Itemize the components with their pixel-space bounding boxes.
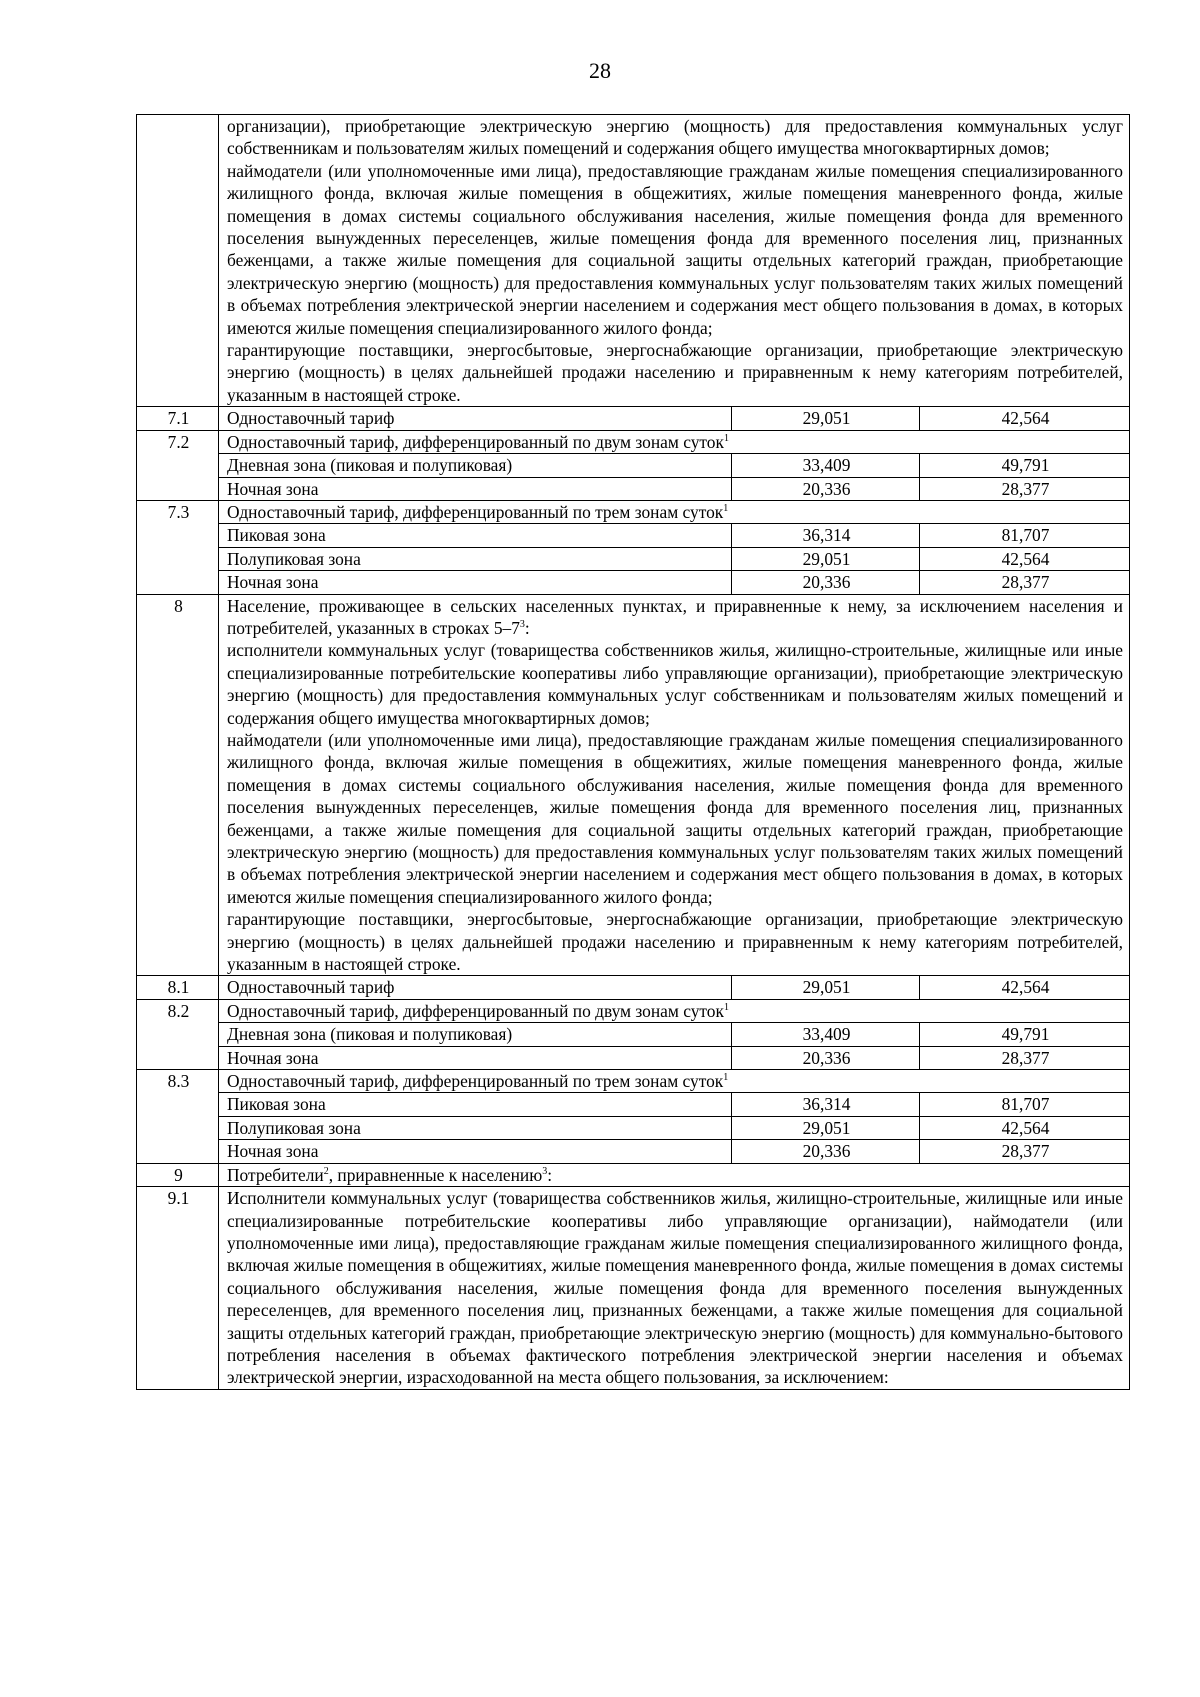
value-second-half: 81,707 [920,1093,1130,1116]
row-label-text: Одноставочный тариф, дифференцированный по трем зонам суток [227,1071,724,1092]
value-first-half: 29,051 [732,1116,920,1139]
table-row [137,976,1130,999]
paragraph: наймодатели (или уполномоченные ими лица), предоставляющие гражданам жилые помещения специализированного жилищного фонда, включая жилые помещения в общежитиях, жилые помещения маневренного фонда, жилые помещения в домах системы социального обслуживания населения, жилые помещения фонда для временного поселения вынужденных переселенцев, жилые помещения фонда для временного поселения лиц, признанных беженцами, а также жилые помещения для социальной защиты отдельных категорий граждан, приобретающие электрическую энергию (мощность) для предоставления коммунальных услуг пользователям таких жилых помещений в объемах потребления электрической энергии населением и содержания мест общего пользования в домах, в которых имеются жилые помещения специализированного жилого фонда; [227,160,1123,338]
row-label-text: Одноставочный тариф, дифференцированный по двум зонам суток [227,431,724,452]
paragraph: организации), приобретающие электрическую энергию (мощность) для предоставления коммунальных услуг собственникам и пользователям жилых помещений и содержания общего имущества многоквартирных домов; [227,116,1123,159]
row-label: Одноставочный тариф [219,976,732,999]
value-second-half: 28,377 [920,571,1130,594]
value-first-half: 33,409 [732,454,920,477]
table-row [137,1163,1130,1186]
footnote-mark: 3 [542,1165,548,1177]
value-first-half: 29,051 [732,407,920,430]
row-label: Ночная зона [219,1046,732,1069]
footnote-mark: 2 [323,1165,329,1177]
row-number: 9 [137,1163,219,1186]
value-first-half: 36,314 [732,1093,920,1116]
row-label [219,999,1130,1022]
row-label: Ночная зона [219,1140,732,1163]
table-row [137,477,1130,500]
paragraph: исполнители коммунальных услуг (товарищества собственников жилья, жилищно-строительные, жилищные или иные специализированные потребительские кооперативы либо управляющие организации), приобретающие электрическую энергию (мощность) для предоставления коммунальных услуг собственникам и пользователям жилых помещений и содержания общего имущества многоквартирных домов; [227,640,1123,728]
row-label: Дневная зона (пиковая и полупиковая) [219,1023,732,1046]
footnote-mark: 3 [519,618,525,630]
page-number: 28 [589,58,611,83]
table-row [137,1070,1130,1093]
paragraph [227,595,1123,640]
punctuation: : [547,1164,553,1185]
table-row [137,430,1130,453]
table-row [137,454,1130,477]
value-second-half: 42,564 [920,976,1130,999]
value-first-half: 29,051 [732,976,920,999]
value-second-half: 42,564 [920,547,1130,570]
table-row [137,524,1130,547]
row-label: Ночная зона [219,477,732,500]
table-row [137,1140,1130,1163]
row-text-cell [219,115,1130,407]
row-number-cell [137,115,219,407]
value-second-half: 28,377 [920,1046,1130,1069]
paragraph: Исполнители коммунальных услуг (товарищества собственников жилья, жилищно-строительные, жилищные или иные специализированные потребительские кооперативы либо управляющие организации), наймодатели (или уполномоченные ими лица), предоставляющие гражданам жилые помещения специализированного жилищного фонда, включая жилые помещения в общежитиях, жилые помещения маневренного фонда, жилые помещения в домах системы социального обслуживания населения, жилые помещения фонда для временного поселения вынужденных переселенцев, для временного поселения лиц, признанных беженцами, а также жилые помещения для социальной защиты отдельных категорий граждан, приобретающие электрическую энергию (мощность) для коммунально-бытового потребления населения в объемах фактического потребления электрической энергии населения и объемах электрической энергии, израсходованной на места общего пользования, за исключением: [227,1188,1123,1388]
row-number: 8.1 [137,976,219,999]
value-first-half: 20,336 [732,477,920,500]
value-first-half: 29,051 [732,547,920,570]
table-row [137,594,1130,976]
paragraph: гарантирующие поставщики, энергосбытовые, энергоснабжающие организации, приобретающие электрическую энергию (мощность) в целях дальнейшей продажи населению и приравненным к нему категориям потребителей, указанным в настоящей строке. [227,909,1123,975]
value-second-half: 42,564 [920,1116,1130,1139]
table-row [137,547,1130,570]
row-text-cell [219,1187,1130,1390]
table-row [137,1187,1130,1390]
value-second-half: 28,377 [920,1140,1130,1163]
value-first-half: 33,409 [732,1023,920,1046]
value-second-half: 42,564 [920,407,1130,430]
tariff-table [136,114,1130,1390]
table-row [137,1116,1130,1139]
row-text-cell [219,594,1130,976]
value-second-half: 49,791 [920,1023,1130,1046]
value-first-half: 20,336 [732,1046,920,1069]
row-label-text: Одноставочный тариф, дифференцированный по трем зонам суток [227,501,724,522]
table-row [137,1093,1130,1116]
row-number: 9.1 [137,1187,219,1390]
table-row [137,1023,1130,1046]
row-number: 7.3 [137,500,219,594]
row-number: 7.1 [137,407,219,430]
value-second-half: 81,707 [920,524,1130,547]
row-label: Пиковая зона [219,1093,732,1116]
value-second-half: 49,791 [920,454,1130,477]
row-label-text: Одноставочный тариф, дифференцированный по двум зонам суток [227,1000,724,1021]
row-label-text: Потребители [227,1164,324,1185]
row-label: Дневная зона (пиковая и полупиковая) [219,454,732,477]
footnote-mark: 1 [723,502,729,514]
row-number: 8.3 [137,1070,219,1164]
row-label: Полупиковая зона [219,547,732,570]
paragraph-text: Население, проживающее в сельских населенных пунктах, и приравненные к нему, за исключением населения и потребителей, указанных в строках 5–7 [227,595,1123,638]
paragraph: наймодатели (или уполномоченные ими лица), предоставляющие гражданам жилые помещения специализированного жилищного фонда, включая жилые помещения в общежитиях, жилые помещения маневренного фонда, жилые помещения в домах системы социального обслуживания населения, жилые помещения фонда для временного поселения вынужденных переселенцев, жилые помещения фонда для временного поселения лиц, признанных беженцами, а также жилые помещения для социальной защиты отдельных категорий граждан, приобретающие электрическую энергию (мощность) для предоставления коммунальных услуг пользователям таких жилых помещений в объемах потребления электрической энергии населением и содержания мест общего пользования в домах, в которых имеются жилые помещения специализированного жилого фонда; [227,729,1123,907]
table-row [137,571,1130,594]
row-label: Ночная зона [219,571,732,594]
value-first-half: 36,314 [732,524,920,547]
table-row [137,1046,1130,1069]
table-row [137,999,1130,1022]
footnote-mark: 1 [723,432,729,444]
table-row [137,407,1130,430]
row-label [219,430,1130,453]
table-row [137,115,1130,407]
row-number: 7.2 [137,430,219,500]
footnote-mark: 1 [723,1001,729,1013]
paragraph: гарантирующие поставщики, энергосбытовые, энергоснабжающие организации, приобретающие электрическую энергию (мощность) в целях дальнейшей продажи населению и приравненным к нему категориям потребителей, указанным в настоящей строке. [227,340,1123,405]
row-label [219,500,1130,523]
footnote-mark: 1 [723,1072,729,1084]
table-row [137,500,1130,523]
row-label-text: , приравненные к населению [328,1164,543,1185]
row-label [219,1163,1130,1186]
value-first-half: 20,336 [732,571,920,594]
punctuation: : [524,617,530,638]
row-number: 8.2 [137,999,219,1069]
row-label: Пиковая зона [219,524,732,547]
row-number: 8 [137,594,219,976]
value-first-half: 20,336 [732,1140,920,1163]
row-label: Полупиковая зона [219,1116,732,1139]
row-label [219,1070,1130,1093]
row-label: Одноставочный тариф [219,407,732,430]
value-second-half: 28,377 [920,477,1130,500]
